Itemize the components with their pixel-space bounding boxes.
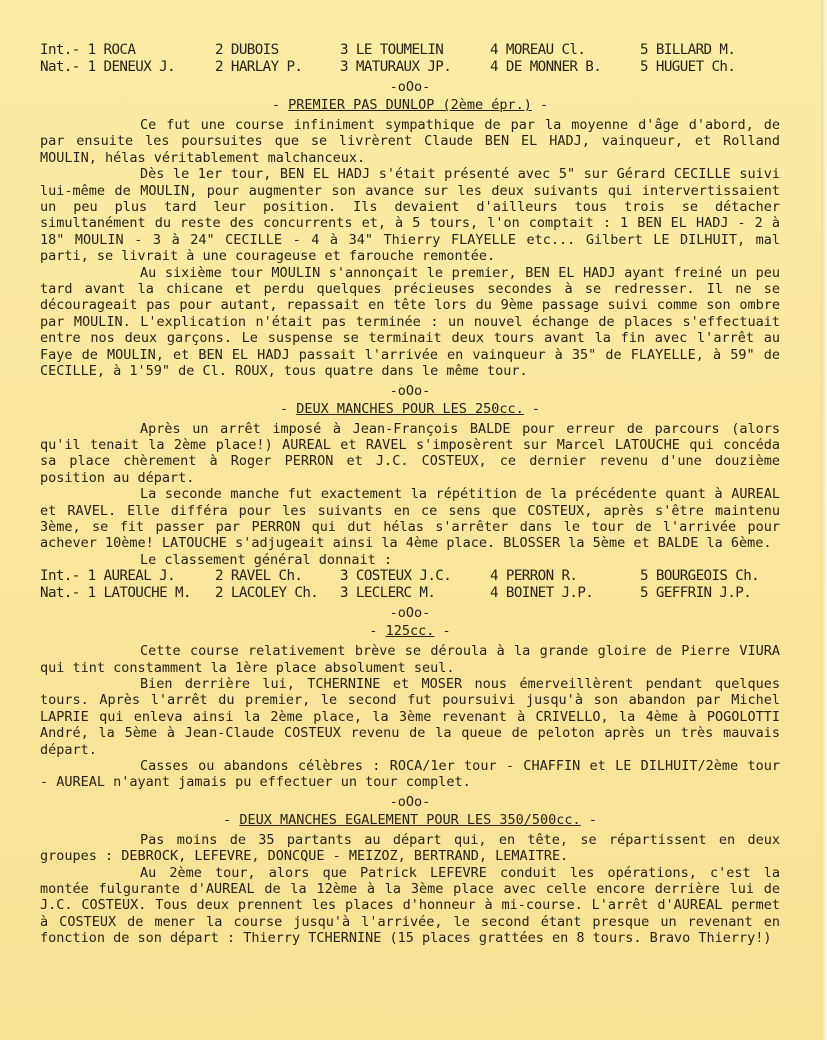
result-cell: Int.- 1 ROCA [40, 42, 136, 58]
paragraph: Le classement général donnait : [140, 551, 392, 568]
paragraph: Ce fut une course infiniment sympathique de par la moyenne d'âge d'abord, de par ensuite les poursuites que se livrèrent Claude BEN EL HADJ, vainqueur, et Rolland MOULIN, hélas véritablement malchanceux. [40, 117, 780, 166]
section-heading: - DEUX MANCHES EGALEMENT POUR LES 350/500cc. - [223, 811, 597, 828]
paragraph: Pas moins de 35 partants au départ qui, en tête, se répartissent en deux groupes : DEBROCK, LEFEVRE, DONCQUE - MEIZOZ, BERTRAND, LEMAITRE. [40, 831, 780, 865]
paragraph: Après un arrêt imposé à Jean-François BALDE pour erreur de parcours (alors qu'il tenait la 2ème place!) AUREAL et RAVEL s'imposèrent sur Marcel LATOUCHE qui concéda sa place chèrement à Roger PERRON et J.C. COSTEUX, ce dernier revenu d'une douzième position au départ. [40, 420, 780, 486]
paragraph: Cette course relativement brève se déroula à la grande gloire de Pierre VIURA qui tint constamment la 1ère place absolument seul. [40, 643, 780, 676]
results-int-row [40, 42, 780, 59]
result-cell: 2 HARLAY P. [215, 59, 303, 75]
result-cell: Nat.- 1 DENEUX J. [40, 59, 176, 75]
result-cell: Int.- 1 AUREAL J. [40, 568, 176, 585]
result-cell: 5 GEFFRIN J.P. [640, 585, 752, 602]
paragraph: Au sixième tour MOULIN s'annonçait le premier, BEN EL HADJ ayant freiné un peu tard avant la chicane et perdu quelques précieuses secondes à se redresser. Il ne se décourageait pas pour autant, repassait en tête lors du 9ème passage suivi comme son ombre par MOULIN. L'explication n'était pas terminée : un nouvel échange de places s'effectuait entre nos deux garçons. Le suspense se terminait deux tours avant la fin avec l'arrêt au Faye de MOULIN, et BEN EL HADJ passait l'arrivée en vainqueur à 35" de FLAYELLE, à 59" de CECILLE, à 1'59" de Cl. ROUX, tous quatre dans le même tour. [40, 264, 780, 380]
section-title: 125cc. [385, 623, 435, 640]
result-cell: 5 BILLARD M. [640, 42, 736, 58]
result-cell: 2 RAVEL Ch. [215, 568, 303, 585]
paragraph: La seconde manche fut exactement la répétition de la précédente quant à AUREAL et RAVEL. Elle différa pour les suivants en ce sens que COSTEUX, après s'être maintenu 3ème, se fit passer par PERRON qui dut hélas s'arrêter dans le tour de l'arrivée pour achever 10ème! LATOUCHE s'adjugeait ainsi la 4ème place. BLOSSER la 5ème et BALDE la 6ème. [40, 486, 780, 552]
result-cell: 5 HUGUET Ch. [640, 59, 736, 75]
result-cell: 3 MATURAUX JP. [340, 59, 452, 75]
paragraph: Bien derrière lui, TCHERNINE et MOSER nous émerveillèrent pendant quelques tours. Après l'arrêt du premier, le second fut poursuivi jusqu'à son abandon par Michel LAPRIE qui enleva ainsi la 2ème place, la 3ème revenant à CRIVELLO, la 4ème à POGOLOTTI André, la 5ème à Jean-Claude COSTEUX revenu de la queue de peloton après un très mauvais départ. [40, 675, 780, 758]
general-int-row [40, 568, 780, 585]
separator: -oOo- [389, 793, 431, 810]
result-cell: 2 LACOLEY Ch. [215, 585, 319, 602]
result-cell: 4 BOINET J.P. [490, 585, 594, 602]
section-heading: - 125cc. - [369, 623, 451, 640]
section-title: PREMIER PAS DUNLOP (2ème épr.) [288, 97, 532, 113]
paragraph: Au 2ème tour, alors que Patrick LEFEVRE conduit les opérations, c'est la montée fulgurante d'AUREAL de la 12ème à la 3ème place avec celle encore derrière lui de J.C. COSTEUX. Tous deux prennent les places d'honneur à mi-course. L'arrêt d'AUREAL permet à COSTEUX de mener la course jusqu'à l'arrivée, le second étant presque un revenant en fonction de son départ : Thierry TCHERNINE (15 places grattées en 8 tours. Bravo Thierry!) [40, 864, 780, 947]
result-cell: 5 BOURGEOIS Ch. [640, 568, 760, 585]
general-nat-row [40, 585, 780, 602]
section-heading: - DEUX MANCHES POUR LES 250cc. - [279, 400, 541, 417]
paper-edge [821, 0, 827, 1040]
result-cell: 4 DE MONNER B. [490, 59, 602, 75]
separator: -oOo- [389, 79, 431, 95]
section-title: DEUX MANCHES EGALEMENT POUR LES 350/500cc. [239, 811, 581, 828]
result-cell: 3 LECLERC M. [340, 585, 436, 602]
result-cell: 2 DUBOIS [215, 42, 279, 58]
separator: -oOo- [389, 605, 431, 622]
paragraph: Casses ou abandons célèbres : ROCA/1er tour - CHAFFIN et LE DILHUIT/2ème tour - AUREAL n'ayant jamais pu effectuer un tour complet. [40, 758, 780, 791]
result-cell: Nat.- 1 LATOUCHE M. [40, 585, 191, 602]
document-content [40, 42, 780, 947]
result-cell: 4 MOREAU Cl. [490, 42, 586, 58]
result-cell: 3 COSTEUX J.C. [340, 568, 452, 585]
separator: -oOo- [389, 382, 431, 399]
section-heading: - PREMIER PAS DUNLOP (2ème épr.) - [271, 97, 549, 113]
results-nat-row [40, 59, 780, 76]
result-cell: 3 LE TOUMELIN [340, 42, 444, 58]
result-cell: 4 PERRON R. [490, 568, 578, 585]
section-title: DEUX MANCHES POUR LES 250cc. [296, 400, 524, 417]
paragraph: Dès le 1er tour, BEN EL HADJ s'était présenté avec 5" sur Gérard CECILLE suivi lui-même de MOULIN, pour augmenter son avance sur les deux suivants qui intervertissaient un peu plus tard leur position. Ils devaient d'ailleurs tous trois se détacher simultanément du reste des concurrents et, à 5 tours, l'on comptait : 1 BEN EL HADJ - 2 à 18" MOULIN - 3 à 24" CECILLE - 4 à 34" Thierry FLAYELLE etc... Gilbert LE DILHUIT, mal parti, se livrait à une courageuse et farouche remontée. [40, 166, 780, 265]
